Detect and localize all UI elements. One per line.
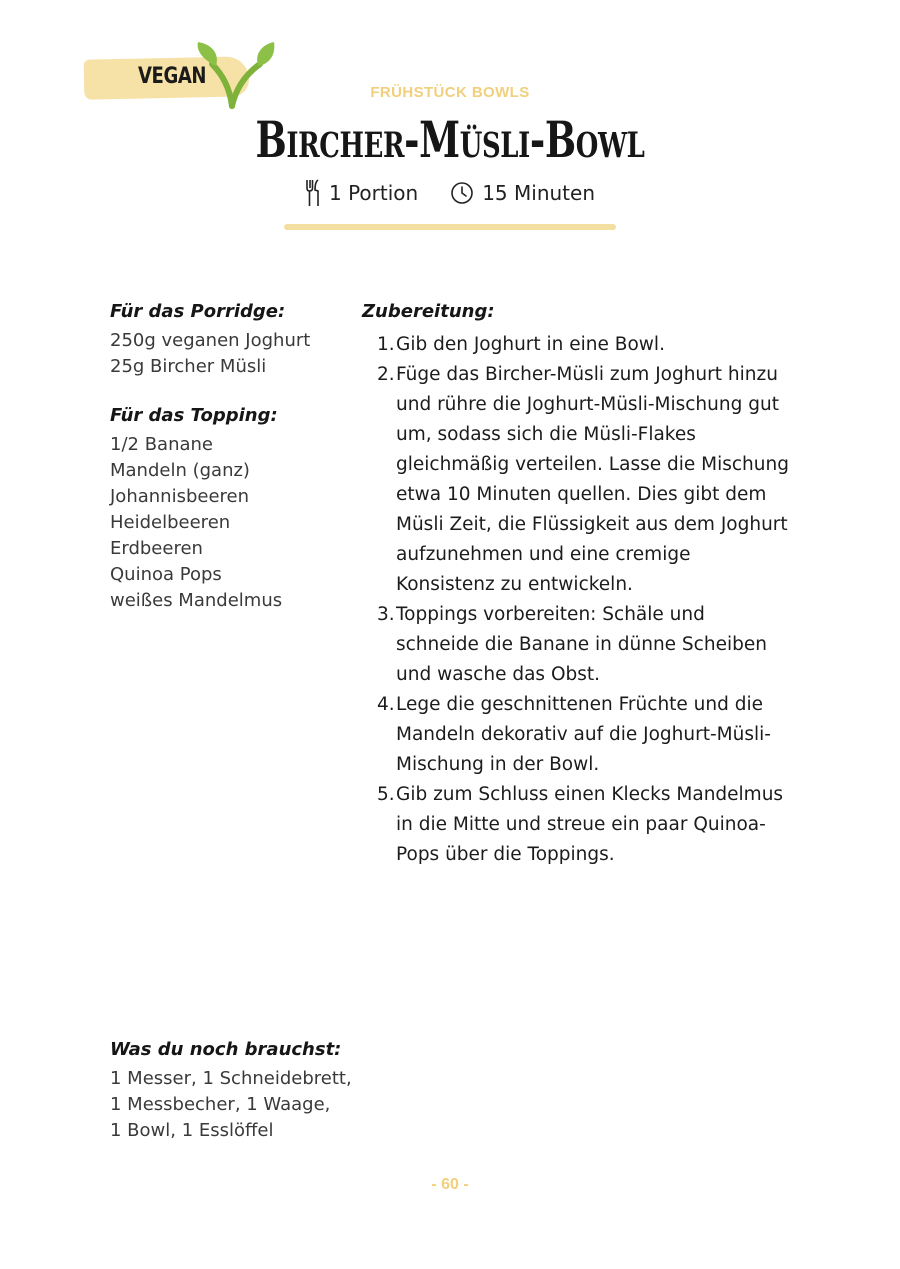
recipe-meta: [0, 178, 900, 208]
list-item: Heidelbeeren: [110, 512, 231, 533]
porridge-list: [110, 328, 350, 380]
step-text: Toppings vorbereiten: Schäle und schneide die Banane in dünne Scheiben und wasche das Obst.: [396, 604, 767, 685]
list-item: weißes Mandelmus: [110, 590, 283, 611]
time-info: [450, 181, 595, 205]
step-text: Gib zum Schluss einen Klecks Mandelmus in die Mitte und streue ein paar Quinoa-Pops über die Toppings.: [396, 784, 784, 865]
list-item: Johannisbeeren: [110, 486, 250, 507]
step-text: Füge das Bircher-Müsli zum Joghurt hinzu und rühre die Joghurt-Müsli-Mischung gut um, sodass sich die Müsli-Flakes gleichmäßig verteilen. Lasse die Mischung etwa 10 Minuten quellen. Dies gibt dem Müsli Zeit, die Flüssigkeit aus dem Joghurt aufzunehmen und eine cremige Konsistenz zu entwickeln.: [396, 364, 789, 595]
step-item: [377, 690, 792, 780]
list-item: Quinoa Pops: [110, 564, 222, 585]
time-text: 15 Minuten: [482, 181, 595, 205]
list-item: 1 Bowl, 1 Esslöffel: [110, 1120, 274, 1141]
list-item: 25g Bircher Müsli: [110, 356, 267, 377]
preparation-heading: Zubereitung:: [362, 301, 495, 322]
step-number: 2.: [377, 364, 395, 385]
list-item: 1/2 Banane: [110, 434, 213, 455]
list-item: 250g veganen Joghurt: [110, 330, 311, 351]
list-item: Erdbeeren: [110, 538, 203, 559]
topping-heading: Für das Topping:: [110, 405, 278, 426]
tools-list: [110, 1066, 430, 1144]
portion-info: [305, 178, 418, 208]
header-underline: [284, 224, 616, 230]
tools-section: [110, 1038, 430, 1144]
step-item: [377, 600, 792, 690]
cutlery-icon: [305, 178, 321, 208]
clock-icon: [450, 181, 474, 205]
ingredients-column: [110, 300, 350, 638]
page-number: - 60 -: [431, 1176, 469, 1193]
tools-heading: Was du noch brauchst:: [110, 1039, 342, 1060]
porridge-heading: Für das Porridge:: [110, 301, 286, 322]
step-item: [377, 330, 792, 360]
badge-label: VEGAN: [138, 64, 207, 89]
list-item: 1 Messbecher, 1 Waage,: [110, 1094, 331, 1115]
topping-list: [110, 432, 350, 614]
list-item: 1 Messer, 1 Schneidebrett,: [110, 1068, 352, 1089]
step-number: 5.: [377, 784, 395, 805]
porridge-section: [110, 300, 350, 380]
step-number: 4.: [377, 694, 395, 715]
step-number: 3.: [377, 604, 395, 625]
preparation-column: [362, 300, 792, 870]
category-label: FRÜHSTÜCK BOWLS: [370, 84, 530, 101]
steps-list: [362, 330, 792, 870]
portion-text: 1 Portion: [329, 181, 419, 205]
list-item: Mandeln (ganz): [110, 460, 250, 481]
step-text: Lege die geschnittenen Früchte und die Mandeln dekorativ auf die Joghurt-Müsli-Mischung in der Bowl.: [396, 694, 771, 775]
step-item: [377, 780, 792, 870]
recipe-title: Bircher-Müsli-Bowl: [255, 110, 645, 169]
step-text: Gib den Joghurt in eine Bowl.: [396, 334, 665, 355]
step-number: 1.: [377, 334, 395, 355]
step-item: [377, 360, 792, 600]
topping-section: [110, 404, 350, 614]
